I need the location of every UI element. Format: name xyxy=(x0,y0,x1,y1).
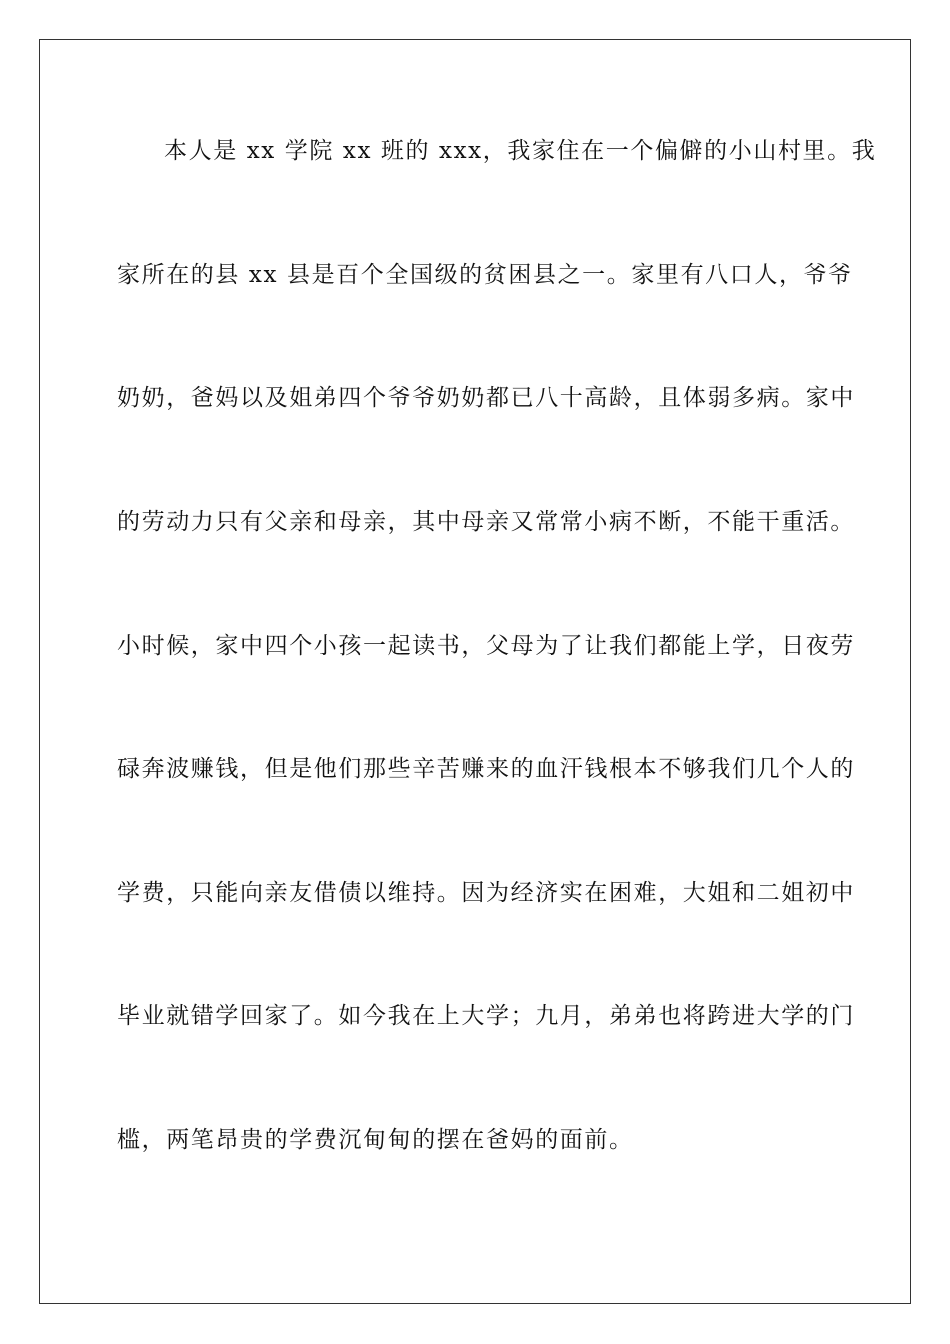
paragraph-line-3: 奶奶，爸妈以及姐弟四个爷爷奶奶都已八十高龄，且体弱多病。家中 xyxy=(117,385,855,411)
paragraph-line-8: 毕业就错学回家了。如今我在上大学；九月，弟弟也将跨进大学的门 xyxy=(117,1003,855,1029)
paragraph-line-7: 学费，只能向亲友借债以维持。因为经济实在困难，大姐和二姐初中 xyxy=(117,880,855,906)
paragraph-line-6: 碌奔波赚钱，但是他们那些辛苦赚来的血汗钱根本不够我们几个人的 xyxy=(117,756,855,782)
paragraph-line-1: 本人是 xx 学院 xx 班的 xxx，我家住在一个偏僻的小山村里。我 xyxy=(164,138,877,164)
page-border xyxy=(39,39,911,1304)
paragraph-line-2: 家所在的县 xx 县是百个全国级的贫困县之一。家里有八口人，爷爷 xyxy=(117,262,853,288)
paragraph-line-9: 槛，两笔昂贵的学费沉甸甸的摆在爸妈的面前。 xyxy=(117,1127,634,1153)
paragraph-line-4: 的劳动力只有父亲和母亲，其中母亲又常常小病不断，不能干重活。 xyxy=(117,509,855,535)
paragraph-line-5: 小时候，家中四个小孩一起读书，父母为了让我们都能上学，日夜劳 xyxy=(117,633,855,659)
